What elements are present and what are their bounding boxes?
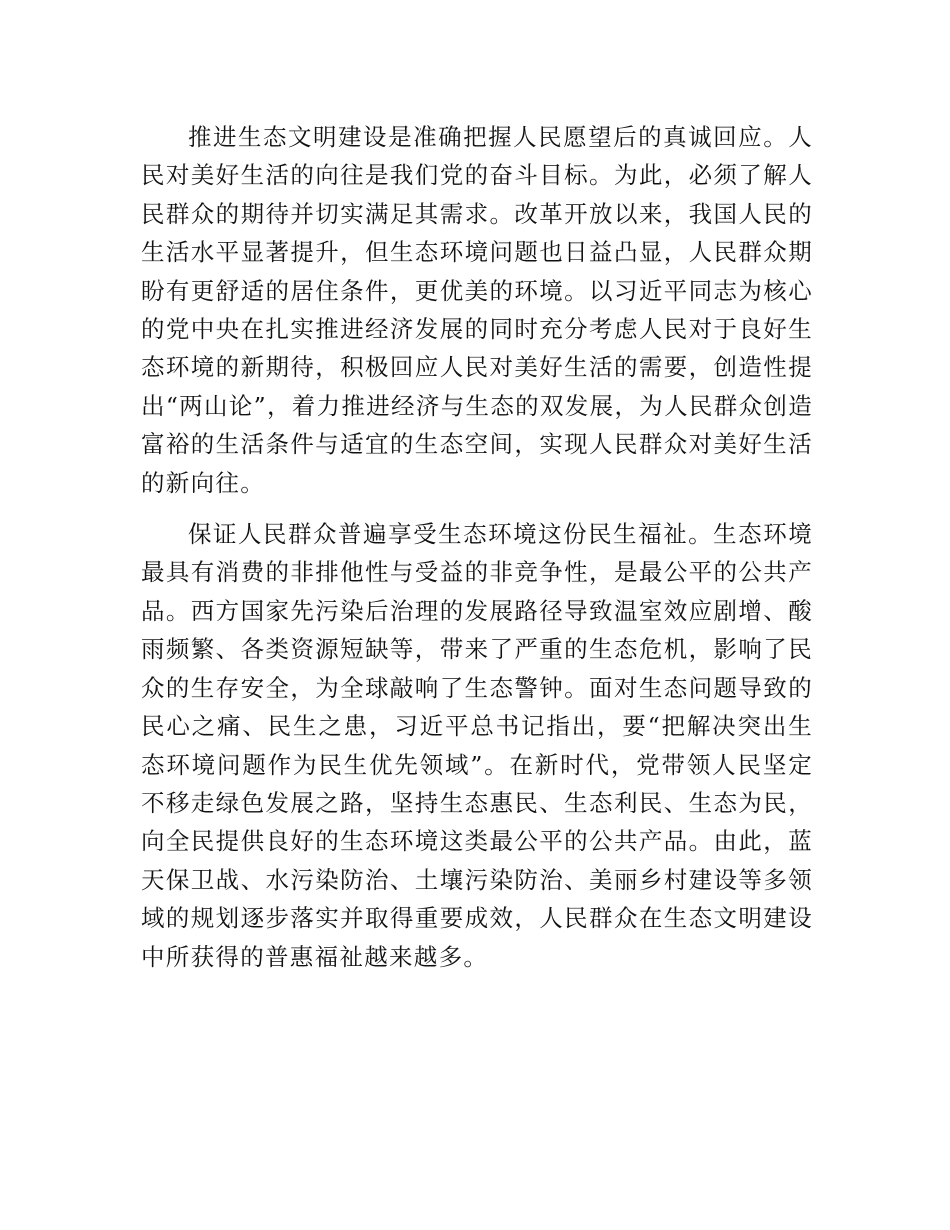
paragraph-2: 保证人民群众普遍享受生态环境这份民生福祉。生态环境最具有消费的非排他性与受益的非竞争性，是最公平的公共产品。西方国家先污染后治理的发展路径导致温室效应剧增、酸雨频繁、各类资源短缺等，带来了严重的生态危机，影响了民众的生存安全，为全球敲响了生态警钟。面对生态问题导致的民心之痛、民生之患，习近平总书记指出，要“把解决突出生态环境问题作为民生优先领域”。在新时代，党带领人民坚定不移走绿色发展之路，坚持生态惠民、生态利民、生态为民，向全民提供良好的生态环境这类最公平的公共产品。由此，蓝天保卫战、水污染防治、土壤污染防治、美丽乡村建设等多领域的规划逐步落实并取得重要成效，人民群众在生态文明建设中所获得的普惠福祉越来越多。 [141, 520, 813, 971]
document-body [141, 118, 813, 989]
paragraph-1: 推进生态文明建设是准确把握人民愿望后的真诚回应。人民对美好生活的向往是我们党的奋斗目标。为此，必须了解人民群众的期待并切实满足其需求。改革开放以来，我国人民的生活水平显著提升，但生态环境问题也日益凸显，人民群众期盼有更舒适的居住条件，更优美的环境。以习近平同志为核心的党中央在扎实推进经济发展的同时充分考虑人民对于良好生态环境的新期待，积极回应人民对美好生活的需要，创造性提出“两山论”，着力推进经济与生态的双发展，为人民群众创造富裕的生活条件与适宜的生态空间，实现人民群众对美好生活的新向往。 [141, 123, 813, 497]
